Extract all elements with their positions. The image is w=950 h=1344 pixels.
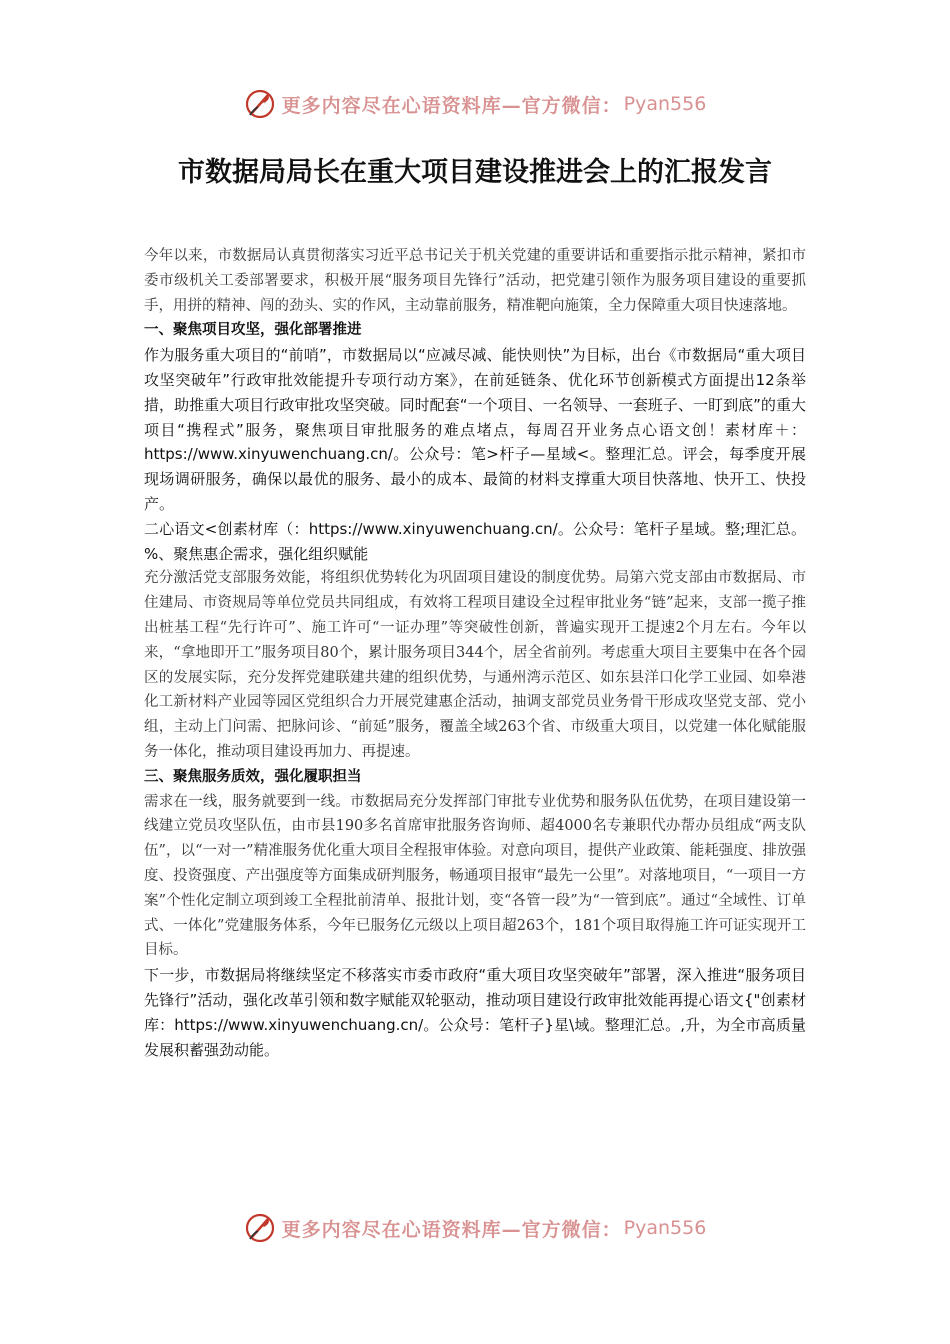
header-banner xyxy=(0,84,950,124)
document-body xyxy=(144,244,806,1062)
banner-text: 更多内容尽在心语资料库—官方微信： xyxy=(281,1218,622,1241)
section-1-paragraph: 作为服务重大项目的“前哨”，市数据局以“应减尽减、能快则快”为目标，出台《市数据局“重大项目攻坚突破年”行政审批效能提升专项行动方案》，在前延链条、优化环节创新模式方面提出12条举措，助推重大项目行政审批攻坚突破。同时配套“一个项目、一名领导、一套班子、一盯到底”的重大项目“携程式”服务，聚焦项目审批服务的难点堵点，每周召开业务点心语文创！素材库＋：https://www.xinyuwenchuang.cn/。公众号：笔>杆子—星域<。整理汇总。评会，每季度开展现场调研服务，确保以最优的服务、最小的成本、最简的材料支撑重大项目快落地、快开工、快投产。 xyxy=(144,346,806,513)
banner-wechat-handle: Pyan556 xyxy=(623,1217,707,1239)
section-heading-1: 一、聚焦项目攻坚，强化部署推进 xyxy=(144,322,362,339)
banner-wechat-handle: Pyan556 xyxy=(623,93,707,115)
banner-text: 更多内容尽在心语资料库—官方微信： xyxy=(281,94,622,117)
section-3-paragraph: 需求在一线，服务就要到一线。市数据局充分发挥部门审批专业优势和服务队伍优势，在项目建设第一线建立党员攻坚队伍，由市县190多名首席审批服务咨询师、超4000名专兼职代办帮办员组成“两支队伍”，以“一对一”精准服务优化重大项目全程报审体验。对意向项目，提供产业政策、能耗强度、排放强度、投资强度、产出强度等方面集成研判服务，畅通项目报审“最先一公里”。对落地项目，“一项目一方案”个性化定制立项到竣工全程批前清单、报批计划，变“各管一段”为“一管到底”。通过“全域性、订单式、一体化”党建服务体系，今年已服务亿元级以上项目超263个，181个项目取得施工许可证实现开工目标。 xyxy=(144,793,806,959)
section-heading-2: 二心语文<创素材库（：https://www.xinyuwenchuang.cn/。公众号：笔杆子星域。整;理汇总。%、聚焦惠企需求，强化组织赋能 xyxy=(144,519,806,563)
intro-paragraph: 今年以来，市数据局认真贯彻落实习近平总书记关于机关党建的重要讲话和重要指示批示精神，紧扣市委市级机关工委部署要求，积极开展“服务项目先锋行”活动，把党建引领作为服务项目建设的重要抓手，用拼的精神、闯的劲头、实的作风，主动靠前服务，精准靶向施策，全力保障重大项目快速落地。 xyxy=(144,248,806,314)
section-heading-3: 三、聚焦服务质效，强化履职担当 xyxy=(144,768,362,785)
document-title: 市数据局局长在重大项目建设推进会上的汇报发言 xyxy=(178,157,772,188)
quill-logo-icon xyxy=(244,1212,276,1244)
closing-paragraph: 下一步，市数据局将继续坚定不移落实市委市政府“重大项目攻坚突破年”部署，深入推进“服务项目先锋行”活动，强化改革引领和数字赋能双轮驱动，推动项目建设行政审批效能再提心语文{"创素材库：https://www.xinyuwenchuang.cn/。公众号：笔杆子}星\域。整理汇总。,升，为全市高质量发展积蓄强劲动能。 xyxy=(144,966,806,1059)
section-2-paragraph: 充分激活党支部服务效能，将组织优势转化为巩固项目建设的制度优势。局第六党支部由市数据局、市住建局、市资规局等单位党员共同组成，有效将工程项目建设全过程审批业务“链”起来，支部一揽子推出桩基工程“先行许可”、施工许可“一证办理”等突破性创新，普遍实现开工提速2个月左右。今年以来，“拿地即开工”服务项目80个，累计服务项目344个，居全省前列。考虑重大项目主要集中在各个园区的发展实际，充分发挥党建联建共建的组织优势，与通州湾示范区、如东县洋口化学工业园、如皋港化工新材料产业园等园区党组织合力开展党建惠企活动，抽调支部党员业务骨干形成攻坚党支部、党小组，主动上门问需、把脉问诊、“前延”服务，覆盖全域263个省、市级重大项目，以党建一体化赋能服务一体化，推动项目建设再加力、再提速。 xyxy=(144,570,806,760)
quill-logo-icon xyxy=(244,88,276,120)
footer-banner xyxy=(0,1208,950,1248)
